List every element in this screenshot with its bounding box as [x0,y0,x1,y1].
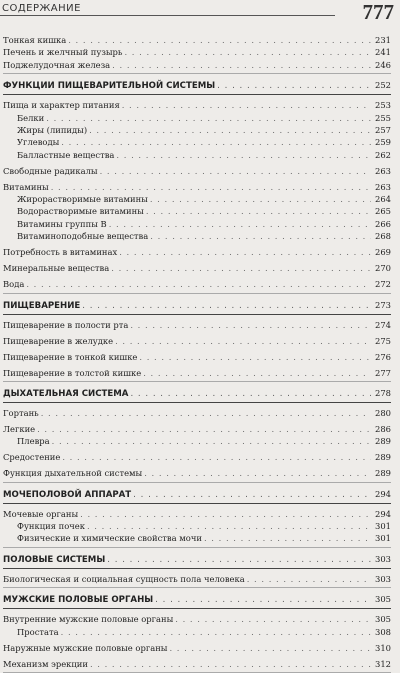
toc-entry[interactable] [3,205,391,217]
entry-page: 270 [375,263,391,274]
entry-page: 310 [375,642,391,653]
entry-page: 253 [375,100,391,111]
entry-page: 246 [375,59,391,70]
toc-entry[interactable] [3,451,391,463]
entry-page: 280 [375,407,391,418]
leader-dots [109,218,371,230]
entry-page: 263 [375,165,391,176]
leader-dots [80,508,371,520]
leader-dots [204,532,371,544]
entry-page: 272 [375,279,391,290]
entry-title: Жиры (липиды) [17,124,88,135]
entry-title: Углеводы [17,137,60,148]
toc-entry[interactable] [3,46,391,58]
entry-title: Легкие [3,423,36,434]
entry-title: Наружные мужские половые органы [3,642,168,653]
leader-dots [155,592,371,608]
leader-dots [143,367,371,379]
leader-dots [122,99,371,111]
leader-dots [169,642,371,654]
page-number: 777 [362,0,394,24]
page-header [0,0,400,26]
leader-dots [68,34,371,46]
leader-dots [115,335,371,347]
toc-group-digestive-functions [3,99,391,293]
entry-title: Тонкая кишка [3,35,67,45]
leader-dots [112,59,371,71]
leader-dots [139,351,371,363]
entry-page: 305 [375,614,391,625]
entry-page: 274 [375,319,391,330]
entry-title: Функция дыхательной системы [3,468,143,479]
toc-entry[interactable] [3,367,391,379]
entry-page: 276 [375,351,391,362]
entry-page: 268 [375,231,391,242]
toc-entry[interactable] [3,626,391,638]
entry-title: Физические и химические свойства мочи [17,533,202,544]
section-title: ПИЩЕВАРЕНИЕ [3,300,81,311]
leader-dots [46,112,371,124]
toc-group-respiratory [3,407,391,483]
section-title: ДЫХАТЕЛЬНАЯ СИСТЕМА [3,388,129,399]
entry-page: 275 [375,335,391,346]
toc-entry[interactable] [3,508,391,520]
entry-page: 301 [375,533,391,544]
section-title: МОЧЕПОЛОВОЙ АППАРАТ [3,489,132,500]
toc-entry[interactable] [3,230,391,242]
toc-entry[interactable] [3,124,391,136]
leader-dots [61,136,371,148]
entry-title: Пищеварение в толстой кишке [3,367,142,378]
entry-title: Простата [17,626,59,637]
entry-title: Механизм эрекции [3,658,88,669]
toc-entry[interactable] [3,423,391,435]
entry-title: Внутренние мужские половые органы [3,614,174,625]
entry-page: 289 [375,436,391,447]
toc-section-digestive-functions[interactable] [3,77,391,95]
toc-entry[interactable] [3,218,391,230]
section-title: МУЖСКИЕ ПОЛОВЫЕ ОРГАНЫ [3,595,154,606]
entry-page: 263 [375,181,391,192]
leader-dots [150,193,371,205]
entry-title: Гортань [3,407,39,418]
section-title: ФУНКЦИИ ПИЩЕВАРИТЕЛЬНОЙ СИСТЕМЫ [3,81,216,92]
leader-dots [89,124,371,136]
entry-title: Витаминоподобные вещества [17,231,149,242]
table-of-contents [3,34,391,673]
toc-section-sexual-systems[interactable] [3,551,391,569]
section-title: ПОЛОВЫЕ СИСТЕМЫ [3,554,106,565]
toc-entry[interactable] [3,193,391,205]
entry-title: Пища и характер питания [3,100,120,111]
entry-title: Биологическая и социальная сущность пола человека [3,573,245,584]
entry-page: 265 [375,206,391,217]
toc-section-male-organs[interactable] [3,591,391,609]
toc-entry[interactable] [3,407,391,419]
entry-page: 303 [375,573,391,584]
leader-dots [150,230,371,242]
entry-page: 255 [375,112,391,123]
entry-page: 289 [375,452,391,463]
entry-page: 264 [375,194,391,205]
leader-dots [144,467,371,479]
entry-page: 262 [375,149,391,160]
toc-entry[interactable] [3,520,391,532]
entry-title: Водорастворимые витамины [17,206,144,217]
entry-title: Потребность в витаминах [3,247,118,258]
leader-dots [247,573,371,585]
leader-dots [41,407,371,419]
toc-entry[interactable] [3,99,391,111]
entry-title: Пищеварение в полости рта [3,319,129,330]
toc-section-digestion[interactable] [3,297,391,315]
entry-page: 269 [375,247,391,258]
entry-page: 289 [375,468,391,479]
leader-dots [146,205,371,217]
leader-dots [90,658,371,670]
entry-page: 266 [375,218,391,229]
toc-entry[interactable] [3,34,391,46]
running-title: СОДЕРЖАНИЕ [2,3,81,14]
entry-title: Жирорастворимые витамины [17,194,148,205]
toc-entry[interactable] [3,351,391,363]
toc-group-male-organs [3,613,391,673]
toc-entry[interactable] [3,278,391,290]
entry-page: 286 [375,423,391,434]
section-page: 278 [375,387,391,398]
leader-dots [52,435,371,447]
leader-dots [111,262,371,274]
leader-dots [133,487,371,503]
leader-dots [175,613,371,625]
leader-dots [119,246,371,258]
section-page: 303 [375,553,391,564]
toc-entry[interactable] [3,658,391,670]
toc-entry[interactable] [3,435,391,447]
leader-dots [62,451,371,463]
leader-dots [37,423,371,435]
toc-entry[interactable] [3,319,391,331]
toc-entry[interactable] [3,165,391,177]
entry-title: Вода [3,279,25,290]
leader-dots [100,165,371,177]
leader-dots [116,149,371,161]
entry-page: 308 [375,626,391,637]
toc-entry[interactable] [3,467,391,479]
toc-entry[interactable] [3,642,391,654]
toc-entry[interactable] [3,112,391,124]
section-page: 305 [375,594,391,605]
toc-entry[interactable] [3,246,391,258]
toc-entry[interactable] [3,532,391,544]
toc-group-sexual-systems [3,573,391,588]
leader-dots [124,46,371,58]
entry-title: Витамины группы В [17,218,107,229]
leader-dots [61,626,371,638]
entry-title: Балластные вещества [17,149,115,160]
leader-dots [82,298,371,314]
entry-page: 257 [375,124,391,135]
toc-entry[interactable] [3,136,391,148]
entry-title: Печень и желчный пузырь [3,47,123,58]
entry-title: Плевра [17,436,50,447]
header-rule [0,15,335,16]
toc-entry[interactable] [3,59,391,71]
toc-entry[interactable] [3,573,391,585]
entry-title: Функция почек [17,521,85,532]
entry-title: Средостение [3,452,61,463]
entry-page: 231 [375,35,391,45]
toc-section-urogenital[interactable] [3,486,391,504]
toc-entry[interactable] [3,262,391,274]
leader-dots [51,181,371,193]
entry-title: Поджелудочная железа [3,59,111,70]
entry-title: Витамины [3,181,49,192]
toc-entry[interactable] [3,613,391,625]
leader-dots [107,552,371,568]
entry-title: Минеральные вещества [3,263,110,274]
toc-entry[interactable] [3,181,391,193]
entry-title: Пищеварение в желудке [3,335,114,346]
section-page: 273 [375,299,391,310]
entry-page: 301 [375,521,391,532]
section-page: 294 [375,488,391,499]
entry-title: Свободные радикалы [3,165,98,176]
entry-title: Пищеварение в тонкой кишке [3,351,138,362]
toc-entry[interactable] [3,149,391,161]
entry-title: Белки [17,112,45,123]
leader-dots [87,520,371,532]
entry-page: 259 [375,137,391,148]
entry-page: 277 [375,367,391,378]
leader-dots [130,386,371,402]
leader-dots [130,319,371,331]
toc-entry[interactable] [3,335,391,347]
toc-group-urogenital [3,508,391,548]
entry-page: 294 [375,508,391,519]
toc-group-digestion [3,319,391,382]
leader-dots [26,278,371,290]
leader-dots [217,78,371,94]
toc-section-respiratory[interactable] [3,385,391,403]
entry-page: 312 [375,658,391,669]
entry-page: 241 [375,47,391,58]
toc-group-top [3,34,391,74]
entry-title: Мочевые органы [3,508,79,519]
section-page: 252 [375,80,391,91]
